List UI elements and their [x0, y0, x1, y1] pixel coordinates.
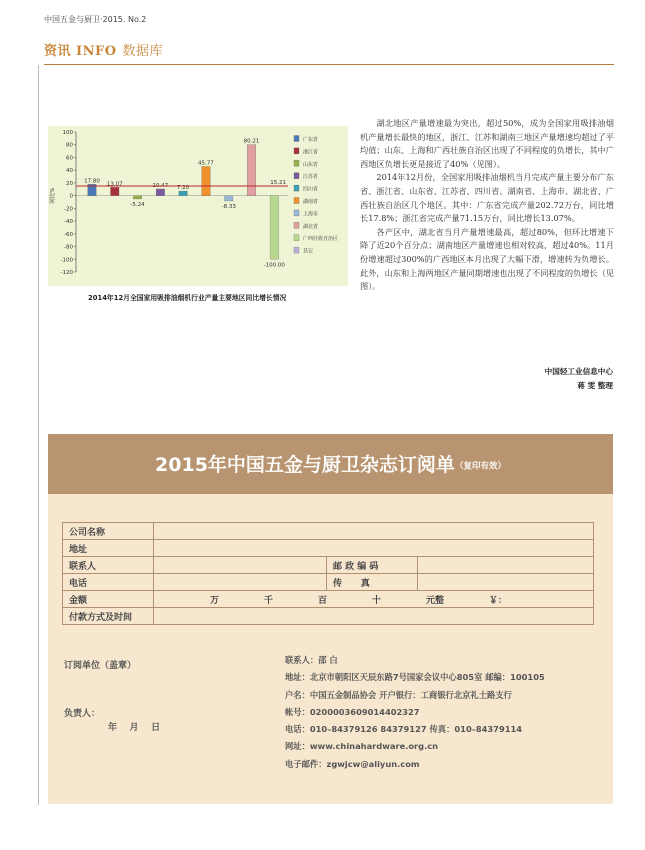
info-phone: 电话：010–84379126 84379127 传真：010–84379114 — [285, 724, 523, 735]
bar — [179, 191, 188, 196]
chart-caption: 2014年12月全国家用吸排油烟机行业产量主要地区同比增长情况 — [88, 294, 287, 302]
contact-field[interactable] — [154, 557, 327, 574]
bar-value-label: -100.00 — [263, 262, 285, 269]
legend-swatch — [294, 173, 299, 179]
address-field[interactable] — [154, 540, 594, 557]
postcode-field[interactable] — [418, 557, 594, 574]
amount-label: 金额 — [63, 591, 154, 608]
subscription-title-text: 2015年中国五金与厨卫杂志订阅单 — [155, 454, 455, 476]
y-tick-label: -60 — [64, 231, 73, 238]
contact-info — [285, 652, 545, 773]
phone-label: 电话 — [63, 574, 154, 591]
bar-value-label: 7.20 — [177, 185, 190, 192]
y-tick-label: -100 — [60, 257, 73, 264]
legend-swatch — [294, 136, 299, 142]
legend-swatch — [294, 185, 299, 191]
legend-label: 江苏省 — [303, 174, 319, 181]
legend-swatch — [294, 210, 299, 216]
bar — [270, 196, 279, 260]
legend-label: 湖南省 — [303, 199, 319, 205]
bar — [133, 196, 142, 199]
top-rule — [44, 64, 614, 65]
payment-label: 付款方式及时间 — [63, 608, 154, 625]
payment-field[interactable] — [154, 608, 594, 625]
y-tick-label: -40 — [64, 219, 73, 226]
bar-value-label: -5.24 — [130, 201, 145, 208]
y-tick-label: 20 — [66, 180, 73, 187]
y-tick-label: 0 — [69, 193, 73, 200]
date-label: 年 月 日 — [108, 723, 161, 733]
bar-value-label: 13.07 — [106, 181, 123, 188]
responsible-label: 负责人： — [64, 709, 101, 719]
contact-label: 联系人 — [63, 557, 154, 574]
amount-unit-qian: 千 — [263, 595, 273, 606]
subscription-banner — [48, 434, 613, 494]
amount-field[interactable] — [154, 591, 594, 608]
legend-label: 广东省 — [303, 137, 319, 143]
section-main: 资讯 INFO — [44, 44, 117, 59]
y-tick-label: 40 — [66, 168, 73, 175]
info-account-name: 户名：中国五金制品协会 开户银行：工商银行北京礼士路支行 — [285, 689, 512, 700]
amount-unit-shi: 十 — [371, 595, 381, 606]
article-paragraph: 湖北地区产量增速最为突出，超过50%，成为全国家用吸排油烟机产量增长最快的地区，浙江、江苏和湖南三地区产量增速均超过了平均值；山东、上海和广西壮族自治区出现了不同程度的负增长，其中广西地区负增长更是接近了40%（见图）。 — [360, 118, 614, 169]
section-sub: 数据库 — [122, 44, 164, 59]
legend-label: 山东省 — [303, 161, 319, 168]
legend-label: 其它 — [303, 248, 314, 255]
y-tick-label: 80 — [66, 142, 73, 149]
y-tick-label: -80 — [64, 244, 73, 251]
legend-swatch — [294, 247, 299, 253]
info-email[interactable]: 电子邮件：zgwjcw@aliyun.com — [285, 758, 420, 769]
bar-value-label: -8.33 — [221, 203, 236, 210]
legend-swatch — [294, 160, 299, 166]
legend-swatch — [294, 198, 299, 204]
postcode-label: 邮 政 编 码 — [327, 557, 418, 574]
source-editor: 蒋 雯 整理 — [577, 381, 613, 390]
legend-swatch — [294, 235, 299, 241]
bar — [247, 145, 256, 196]
legend-label: 四川省 — [303, 186, 319, 193]
average-label: 15.21 — [270, 179, 286, 186]
legend-swatch — [294, 222, 299, 228]
legend-swatch — [294, 148, 299, 154]
subscription-title — [48, 450, 613, 477]
info-contact: 联系人：邵 白 — [285, 655, 338, 665]
info-account-number: 帐号：0200003609014402327 — [285, 706, 420, 717]
left-rule — [38, 65, 39, 805]
legend-label: 湖北省 — [303, 223, 319, 230]
y-axis-label: 同比% — [50, 187, 56, 204]
bar — [156, 189, 165, 196]
bar-value-label: 10.47 — [152, 182, 169, 189]
y-tick-label: 60 — [66, 155, 73, 162]
article-paragraph: 2014年12月份，全国家用吸排油烟机当月完成产量主要分布广东省、浙江省、山东省、江苏省、四川省、湖南省、上海市、湖北省、广西壮族自治区几个地区。其中：广东省完成产量202.72万台，同比增长17.8%；浙江省完成产量71.15万台，同比增长13.07%。 — [360, 172, 614, 224]
chart-area — [48, 126, 348, 286]
legend-label: 浙江省 — [303, 149, 319, 156]
bar — [111, 187, 120, 195]
phone-field[interactable] — [154, 574, 327, 591]
amount-unit-bai: 百 — [317, 595, 327, 606]
running-head: 中国五金与厨卫·2015. No.2 — [44, 15, 147, 24]
info-address: 地址：北京市朝阳区天辰东路7号国家会议中心805室 邮编：100105 — [285, 672, 545, 683]
legend-label: 广西壮族自治区 — [303, 236, 339, 243]
subscription-note: （复印有效） — [454, 461, 506, 472]
y-tick-label: -20 — [64, 206, 73, 213]
company-label: 公司名称 — [63, 523, 154, 540]
legend-label: 上海市 — [303, 211, 319, 218]
info-website[interactable]: 网址：www.chinahardware.org.cn — [285, 741, 439, 752]
company-field[interactable] — [154, 523, 594, 540]
fax-label: 传 真 — [327, 574, 418, 591]
source-org: 中国轻工业信息中心 — [544, 367, 613, 376]
article-body — [360, 117, 614, 294]
amount-unit-rmb: ￥： — [488, 595, 507, 606]
bar-value-label: 17.80 — [84, 178, 100, 185]
article-paragraph: 各产区中，湖北省当月产量增速最高，超过80%，但环比增速下降了近20个百分点；湖南地区产量增速也相对较高，超过40%。11月份增速超过300%的广西地区本月出现了大幅下滑，增速转为负增长。此外，山东和上海两地区产量同期增速也出现了不同程度的负增长（见图）。 — [360, 226, 614, 292]
fax-field[interactable] — [418, 574, 594, 591]
subscription-form — [62, 522, 594, 625]
bar-value-label: 80.21 — [243, 138, 260, 145]
bar — [202, 167, 211, 196]
y-tick-label: 100 — [62, 130, 73, 136]
y-tick-label: -120 — [60, 270, 73, 276]
bar-value-label: 45.77 — [198, 160, 214, 167]
article-source — [545, 365, 613, 393]
amount-unit-yuan: 元整 — [425, 595, 444, 606]
section-title — [44, 40, 163, 59]
address-label: 地址 — [63, 540, 154, 557]
bar — [224, 196, 233, 201]
unit-seal-label: 订阅单位（盖章） — [64, 661, 137, 671]
amount-unit-wan: 万 — [210, 595, 220, 606]
bar-chart — [48, 126, 348, 286]
